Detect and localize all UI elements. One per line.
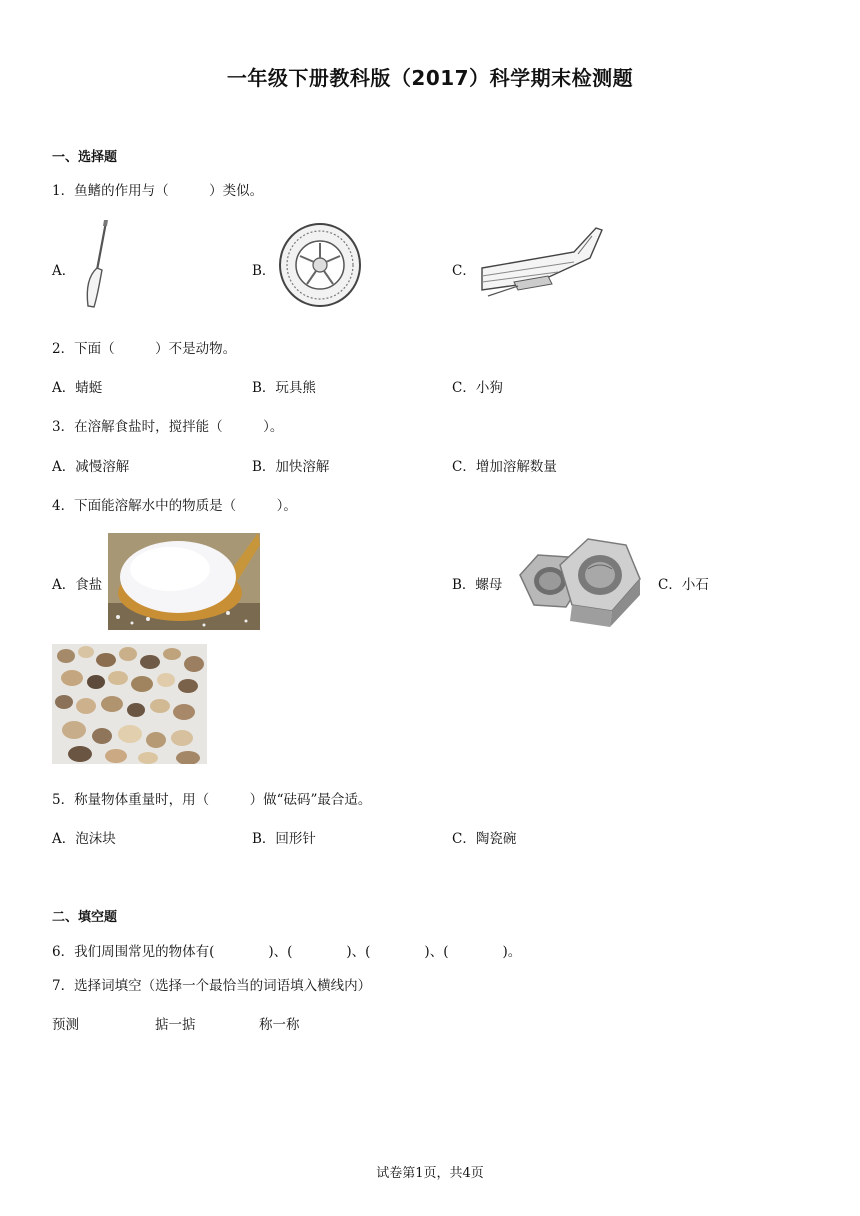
q2-option-c: C．小狗 xyxy=(452,380,503,396)
q1-option-c-label: C． xyxy=(452,263,476,279)
question-5: 5．称量物体重量时，用（ ）做“砝码”最合适。 xyxy=(52,792,372,808)
question-3: 3．在溶解食盐时，搅拌能（ ）。 xyxy=(52,419,284,435)
section-heading-fill: 二、填空题 xyxy=(52,910,118,925)
pebbles-photo xyxy=(52,644,207,764)
salt-spoon-photo xyxy=(108,533,260,630)
q4-option-a: A．食盐 xyxy=(52,577,103,593)
question-7: 7．选择词填空（选择一个最恰当的词语填入横线内） xyxy=(52,978,372,994)
question-4: 4．下面能溶解水中的物质是（ ）。 xyxy=(52,498,297,514)
q3-option-c: C．增加溶解数量 xyxy=(452,459,557,475)
q4-option-b: B．螺母 xyxy=(452,577,503,593)
page-footer: 试卷第1页，共4页 xyxy=(376,1166,484,1181)
q1-option-b-label: B． xyxy=(252,263,276,279)
q2-option-a: A．蜻蜓 xyxy=(52,380,103,396)
q1-option-a-label: A． xyxy=(52,263,76,279)
question-2: 2．下面（ ）不是动物。 xyxy=(52,341,237,357)
section-heading-choice: 一、选择题 xyxy=(52,150,118,165)
q4-option-c: C．小石 xyxy=(658,577,709,593)
q7-word-2: 掂一掂 xyxy=(155,1017,196,1033)
q3-option-b: B．加快溶解 xyxy=(252,459,330,475)
q5-option-a: A．泡沫块 xyxy=(52,831,116,847)
q7-word-1: 预测 xyxy=(52,1017,79,1033)
q5-option-b: B．回形针 xyxy=(252,831,316,847)
oar-icon xyxy=(78,218,120,310)
page-title: 一年级下册教科版（2017）科学期末检测题 xyxy=(226,66,634,90)
q2-option-b: B．玩具熊 xyxy=(252,380,316,396)
question-1: 1．鱼鳍的作用与（ ）类似。 xyxy=(52,183,264,199)
q7-word-3: 称一称 xyxy=(259,1017,300,1033)
question-6: 6．我们周围常见的物体有( )、( )、( )、( )。 xyxy=(52,944,522,960)
q5-option-c: C．陶瓷碗 xyxy=(452,831,517,847)
q3-option-a: A．减慢溶解 xyxy=(52,459,130,475)
airplane-wing-icon xyxy=(478,224,604,304)
hex-nut-photo xyxy=(512,535,644,633)
wheel-icon xyxy=(278,222,362,308)
